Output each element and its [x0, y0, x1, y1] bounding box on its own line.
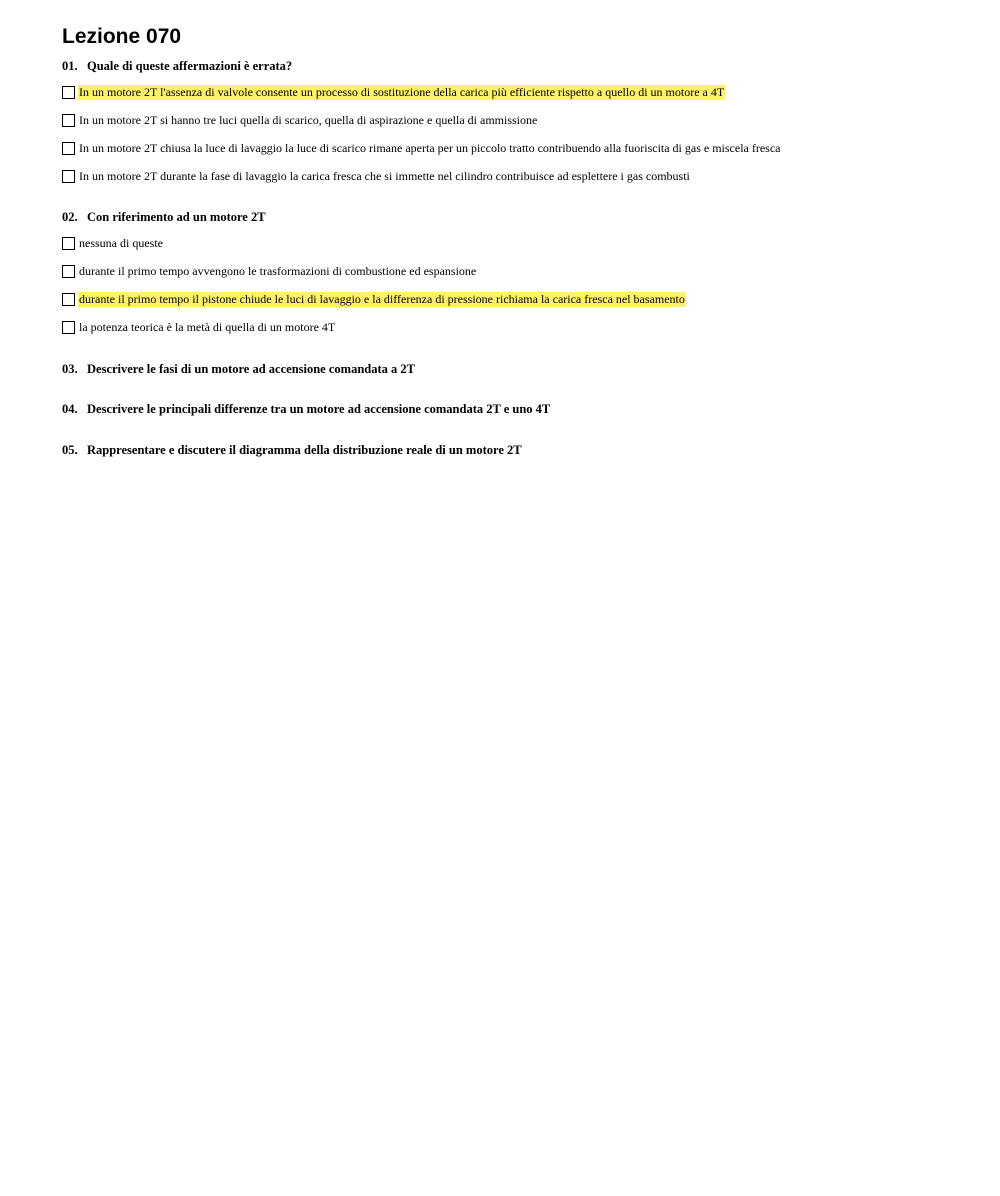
- question-number: 01.: [62, 59, 78, 73]
- lesson-title: Lezione 070: [62, 25, 182, 48]
- question-05: [62, 442, 522, 458]
- answer-checkbox[interactable]: [62, 114, 75, 127]
- question-number: 03.: [62, 362, 78, 376]
- question-text: Rappresentare e discutere il diagramma della distribuzione reale di un motore 2T: [87, 443, 522, 457]
- answer-text: nessuna di queste: [79, 235, 163, 250]
- question-text: Con riferimento ad un motore 2T: [87, 210, 266, 224]
- answer-options: [62, 84, 782, 184]
- question-number: 05.: [62, 443, 78, 457]
- question-02: [62, 209, 686, 347]
- answer-text: durante il primo tempo il pistone chiude le luci di lavaggio e la differenza di pressione richiama la carica fresca nel basamento: [79, 291, 685, 306]
- question-header: [62, 401, 550, 417]
- question-header: [62, 58, 782, 74]
- answer-checkbox[interactable]: [62, 142, 75, 155]
- question-number: 02.: [62, 210, 78, 224]
- answer-option: [62, 168, 782, 184]
- answer-text: durante il primo tempo avvengono le trasformazioni di combustione ed espansione: [79, 263, 477, 278]
- answer-option: [62, 291, 686, 307]
- question-04: [62, 401, 550, 417]
- answer-checkbox[interactable]: [62, 265, 75, 278]
- answer-text: In un motore 2T chiusa la luce di lavaggio la luce di scarico rimane aperta per un piccolo tratto contribuendo alla fuoriscita di gas e miscela fresca: [79, 140, 781, 155]
- answer-text: In un motore 2T l'assenza di valvole consente un processo di sostituzione della carica più efficiente rispetto a quello di un motore a 4T: [79, 84, 725, 99]
- answer-option: [62, 84, 782, 100]
- question-text: Quale di queste affermazioni è errata?: [87, 59, 293, 73]
- document-page: [62, 24, 962, 457]
- answer-checkbox[interactable]: [62, 86, 75, 99]
- answer-option: [62, 235, 686, 251]
- question-text: Descrivere le fasi di un motore ad accensione comandata a 2T: [87, 362, 415, 376]
- question-01: [62, 58, 782, 196]
- answer-checkbox[interactable]: [62, 293, 75, 306]
- answer-option: [62, 319, 686, 335]
- question-header: [62, 209, 686, 225]
- question-text: Descrivere le principali differenze tra un motore ad accensione comandata 2T e uno 4T: [87, 402, 551, 416]
- question-03: [62, 361, 415, 377]
- question-header: [62, 361, 415, 377]
- answer-option: [62, 140, 782, 156]
- answer-options: [62, 235, 686, 335]
- answer-checkbox[interactable]: [62, 170, 75, 183]
- question-number: 04.: [62, 402, 78, 416]
- answer-checkbox[interactable]: [62, 237, 75, 250]
- answer-text: la potenza teorica è la metà di quella di un motore 4T: [79, 319, 336, 334]
- answer-text: In un motore 2T durante la fase di lavaggio la carica fresca che si immette nel cilindro contribuisce ad esplettere i gas combusti: [79, 168, 690, 183]
- answer-option: [62, 112, 782, 128]
- answer-option: [62, 263, 686, 279]
- question-header: [62, 442, 522, 458]
- answer-text: In un motore 2T si hanno tre luci quella di scarico, quella di aspirazione e quella di ammissione: [79, 112, 538, 127]
- answer-checkbox[interactable]: [62, 321, 75, 334]
